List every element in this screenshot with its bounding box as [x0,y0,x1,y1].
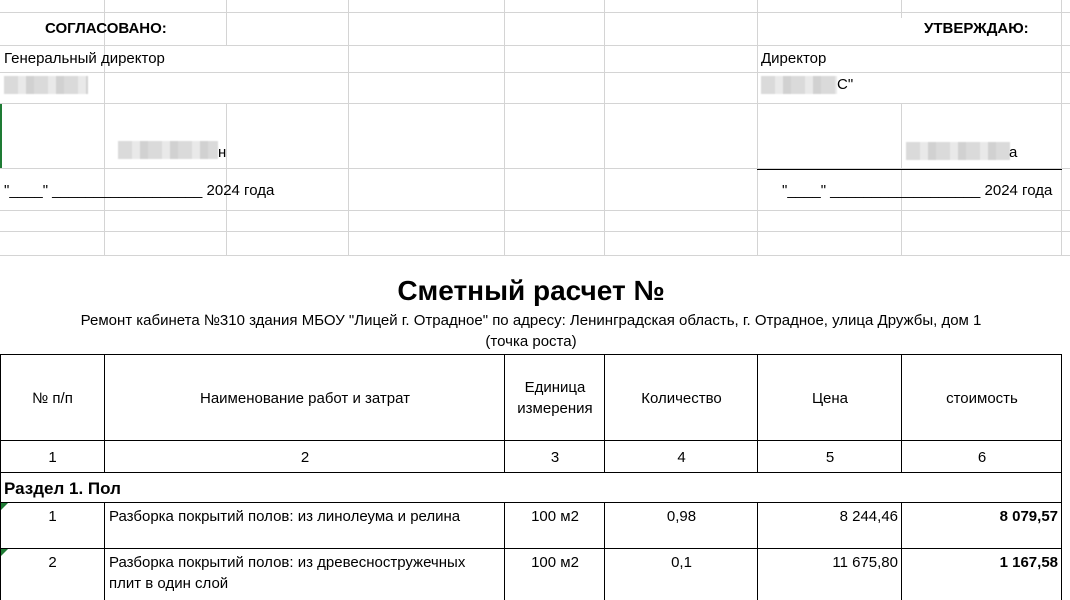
row2-name: Разборка покрытий полов: из древесностружечных плит в один слой [109,554,466,592]
redacted-left-name [118,141,218,159]
col-header-quantity: Количество [641,389,722,407]
redacted-left-org [4,76,88,94]
right-name-tail: а [1009,144,1018,161]
row2-cost: 1 167,58 [999,554,1058,571]
row1-cost: 8 079,57 [999,508,1058,525]
redacted-right-org [761,76,837,94]
col-header-price: Цена [811,389,849,407]
col-number-2: 2 [300,448,310,466]
row1-quantity: 0,98 [666,508,697,525]
row1-price: 8 244,46 [839,508,898,525]
col-number-4: 4 [677,448,686,466]
row1-name: Разборка покрытий полов: из линолеума и релина [109,508,461,525]
col-number-6: 6 [977,448,987,466]
row2-number: 2 [48,554,57,571]
right-date-line: "____" __________________ 2024 года [782,182,1053,199]
section-title: Раздел 1. Пол [4,478,121,498]
document-title: Сметный расчет № [397,275,665,306]
col-header-name: Наименование работ и затрат [199,389,410,407]
selection-indicator [0,104,2,168]
col-number-1: 1 [48,448,57,466]
row2-price: 11 675,80 [832,554,898,571]
col-number-5: 5 [825,448,835,466]
document-subtitle-line1: Ремонт кабинета №310 здания МБОУ "Лицей г. Отрадное" по адресу: Ленинградская область, г. Отрадное, улица Дружбы, дом 1 [80,311,982,329]
confirm-label: УТВЕРЖДАЮ: [924,20,1029,37]
row2-quantity: 0,1 [671,554,692,571]
row2-unit: 100 м2 [531,554,579,571]
left-position: Генеральный директор [4,50,165,67]
redacted-right-name [906,142,1010,160]
left-date-line: "____" __________________ 2024 года [4,182,275,199]
right-org-tail: С" [837,76,854,93]
col-number-3: 3 [550,448,560,466]
document-subtitle-line2: (точка роста) [485,332,577,350]
row1-unit: 100 м2 [531,508,579,525]
col-header-cost: стоимость [946,389,1018,407]
row1-number: 1 [48,508,57,525]
approved-label: СОГЛАСОВАНО: [45,20,167,37]
left-name-tail: н [218,144,227,161]
col-header-number: № п/п [32,389,73,407]
col-header-unit: Единица измерения [517,379,593,417]
right-position: Директор [761,50,827,67]
